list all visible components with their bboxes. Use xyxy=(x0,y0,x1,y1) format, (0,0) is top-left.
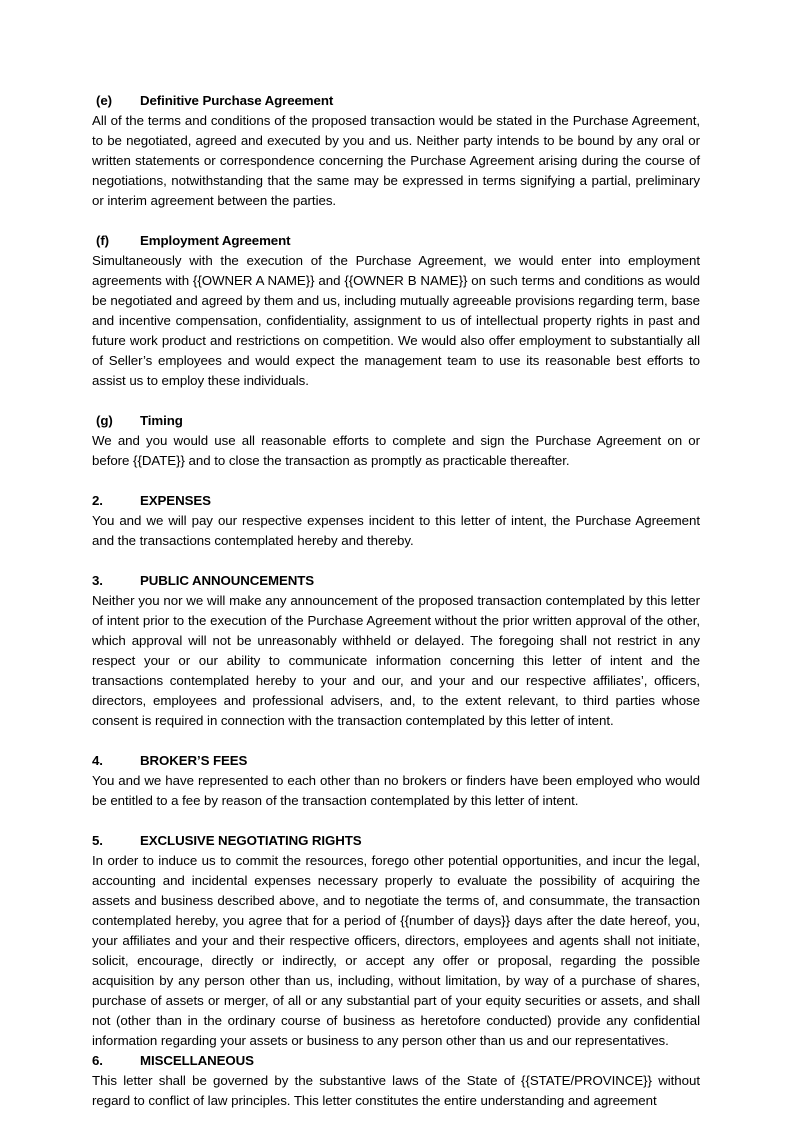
section-heading xyxy=(92,751,700,771)
section-heading xyxy=(92,91,700,111)
body-paragraph: All of the terms and conditions of the proposed transaction would be stated in the Purchase Agreement, to be negotiated, agreed and executed by you and us. Neither party intends to be bound by any oral or written statements or correspondence concerning the Purchase Agreement arising during the course of negotiations, notwithstanding that the same may be expressed in terms signifying a partial, preliminary or interim agreement between the parties. xyxy=(92,113,700,208)
section-heading xyxy=(92,411,700,431)
section-marker: 3. xyxy=(92,573,103,588)
body-paragraph: Simultaneously with the execution of the Purchase Agreement, we would enter into employment agreements with {{OWNER A NAME}} and {{OWNER B NAME}} on such terms and conditions as would be negotiated and agreed by them and us, including mutually agreeable provisions regarding term, base and incentive compensation, confidentiality, assignment to us of intellectual property rights in past and future work product and restrictions on competition. We would also offer employment to substantially all of Seller’s employees and would expect the management team to use its reasonable best efforts to assist us to employ these individuals. xyxy=(92,253,700,388)
section-marker: 5. xyxy=(92,833,103,848)
paragraph-spacer xyxy=(92,731,700,751)
section-marker: 4. xyxy=(92,753,103,768)
document-body xyxy=(92,91,700,1111)
section-title: PUBLIC ANNOUNCEMENTS xyxy=(140,573,315,588)
section-title: Employment Agreement xyxy=(140,233,291,248)
section-marker: (e) xyxy=(96,93,112,108)
section-heading xyxy=(92,831,700,851)
body-paragraph: We and you would use all reasonable efforts to complete and sign the Purchase Agreement on or before {{DATE}} and to close the transaction as promptly as practicable thereafter. xyxy=(92,433,700,468)
section-marker: 6. xyxy=(92,1053,103,1068)
paragraph-spacer xyxy=(92,391,700,411)
paragraph-spacer xyxy=(92,811,700,831)
body-paragraph: In order to induce us to commit the resources, forego other potential opportunities, and incur the legal, accounting and incidental expenses necessary properly to evaluate the possibility of acquiring the assets and business described above, and to negotiate the terms of, and consummate, the transaction contemplated hereby, you agree that for a period of {{number of days}} days after the date hereof, you, your affiliates and your and their respective officers, directors, employees and agents shall not initiate, solicit, encourage, directly or indirectly, or accept any offer or proposal, regarding the possible acquisition by any person other than us, including, without limitation, by way of a purchase of shares, purchase of assets or merger, of all or any substantial part of your equity securities or assets, and shall not (other than in the ordinary course of business as heretofore conducted) provide any confidential information regarding your assets or business to any person other than us and our representatives. xyxy=(92,853,700,1048)
section-marker: (f) xyxy=(96,233,109,248)
body-paragraph: You and we have represented to each other than no brokers or finders have been employed who would be entitled to a fee by reason of the transaction contemplated by this letter of intent. xyxy=(92,773,700,808)
body-paragraph: This letter shall be governed by the substantive laws of the State of {{STATE/PROVINCE}} without regard to conflict of law principles. This letter constitutes the entire understanding and agreement xyxy=(92,1073,700,1108)
body-paragraph: You and we will pay our respective expenses incident to this letter of intent, the Purchase Agreement and the transactions contemplated hereby and thereby. xyxy=(92,513,700,548)
section-marker: (g) xyxy=(96,413,113,428)
section-heading xyxy=(92,571,700,591)
paragraph-spacer xyxy=(92,551,700,571)
section-heading xyxy=(92,231,700,251)
section-title: EXCLUSIVE NEGOTIATING RIGHTS xyxy=(140,833,362,848)
section-title: Definitive Purchase Agreement xyxy=(140,93,334,108)
section-title: Timing xyxy=(140,413,183,428)
paragraph-spacer xyxy=(92,211,700,231)
section-marker: 2. xyxy=(92,493,103,508)
section-heading xyxy=(92,491,700,511)
body-paragraph: Neither you nor we will make any announcement of the proposed transaction contemplated by this letter of intent prior to the execution of the Purchase Agreement without the prior written approval of the other, which approval will not be unreasonably withheld or delayed. The foregoing shall not restrict in any respect your or our ability to communicate information concerning this letter of intent and the transactions contemplated hereby to your and our, and your and our respective affiliates’, officers, directors, employees and professional advisers, and, to the extent relevant, to third parties whose consent is required in connection with the transaction contemplated by this letter of intent. xyxy=(92,593,700,728)
section-heading xyxy=(92,1051,700,1071)
section-title: MISCELLANEOUS xyxy=(140,1053,254,1068)
section-title: BROKER’S FEES xyxy=(140,753,248,768)
section-title: EXPENSES xyxy=(140,493,211,508)
paragraph-spacer xyxy=(92,471,700,491)
